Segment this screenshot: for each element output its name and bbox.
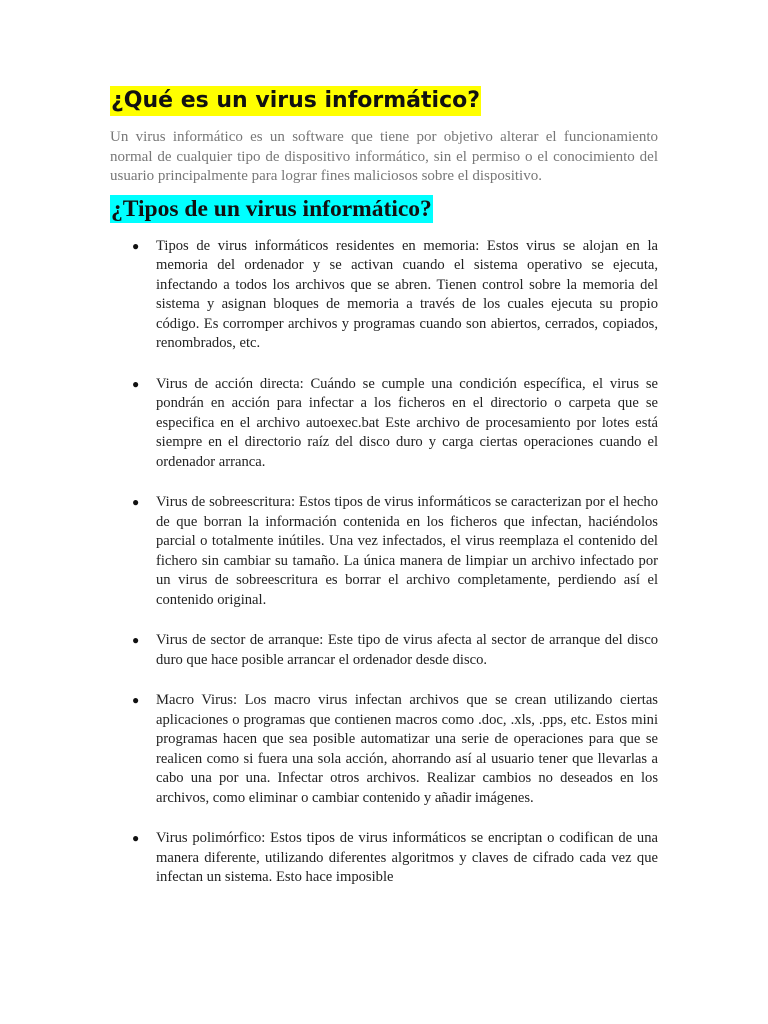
list-item [110,631,658,670]
list-item [110,375,658,473]
bullet-icon: ● [132,693,140,707]
heading-what-is-virus: ¿Qué es un virus informático? [110,86,481,116]
list-item [110,493,658,610]
bullet-icon: ● [132,495,140,509]
list-item-text: Tipos de virus informáticos residentes en memoria: Estos virus se alojan en la memoria del ordenador y se activan cuando el sistema operativo se ejecuta, infectando a todos los archivos que se abren. Tienen control sobre la memoria del sistema y asignan bloques de memoria a través de los cuales ejecuta su propio código. Es corromper archivos y programas cuando son abiertos, cerrados, copiados, renombrados, etc. [156,237,658,351]
bullet-icon: ● [132,238,140,253]
bullet-icon: ● [132,831,140,845]
list-item-text: Virus de sobreescritura: Estos tipos de virus informáticos se caracterizan por el hecho de que borran la información contenida en los ficheros que infectan, haciéndolos parcial o totalmente inútiles. Una vez infectados, el virus reemplaza el contenido del fichero sin cambiar su tamaño. La única manera de limpiar un archivo infectado por un virus de sobreescritura es borrar el archivo completamente, perdiendo así el contenido original. [156,494,658,608]
virus-types-list [110,237,658,888]
list-item-text: Virus polimórfico: Estos tipos de virus informáticos se encriptan o codifican de una manera diferente, utilizando diferentes algoritmos y claves de cifrado cada vez que infectan un sistema. Esto hace imposible [156,830,658,885]
list-item-text: Virus de acción directa: Cuándo se cumple una condición específica, el virus se pondrán en acción para infectar a los ficheros en el directorio o carpeta que se especifica en el archivo autoexec.bat Este archivo de procesamiento por lotes está siempre en el directorio raíz del disco duro y carga ciertas operaciones cuando el ordenador arranca. [156,375,658,470]
bullet-icon: ● [132,376,140,391]
list-item [110,691,658,808]
intro-paragraph: Un virus informático es un software que tiene por objetivo alterar el funcionamiento normal de cualquier tipo de dispositivo informático, sin el permiso o el conocimiento del usuario principalmente para lograr fines maliciosos sobre el dispositivo. [110,129,658,184]
heading-virus-types: ¿Tipos de un virus informático? [111,195,432,222]
list-item [110,237,658,354]
list-item-text: Macro Virus: Los macro virus infectan archivos que se crean utilizando ciertas aplicaciones o programas que contienen macros como .doc, .xls, .pps, etc. Estos mini programas hacen que sea posible automatizar una serie de operaciones para que se realicen como si fuera una sola acción, ahorrando así al usuario tener que llevarlas a cabo una por una. Infectar otros archivos. Realizar cambios no deseados en los archivos, como eliminar o cambiar contenido y añadir imágenes. [156,692,658,806]
list-item [110,829,658,888]
bullet-icon: ● [132,633,140,647]
list-item-text: Virus de sector de arranque: Este tipo de virus afecta al sector de arranque del disco duro que hace posible arrancar el ordenador desde disco. [156,632,658,668]
